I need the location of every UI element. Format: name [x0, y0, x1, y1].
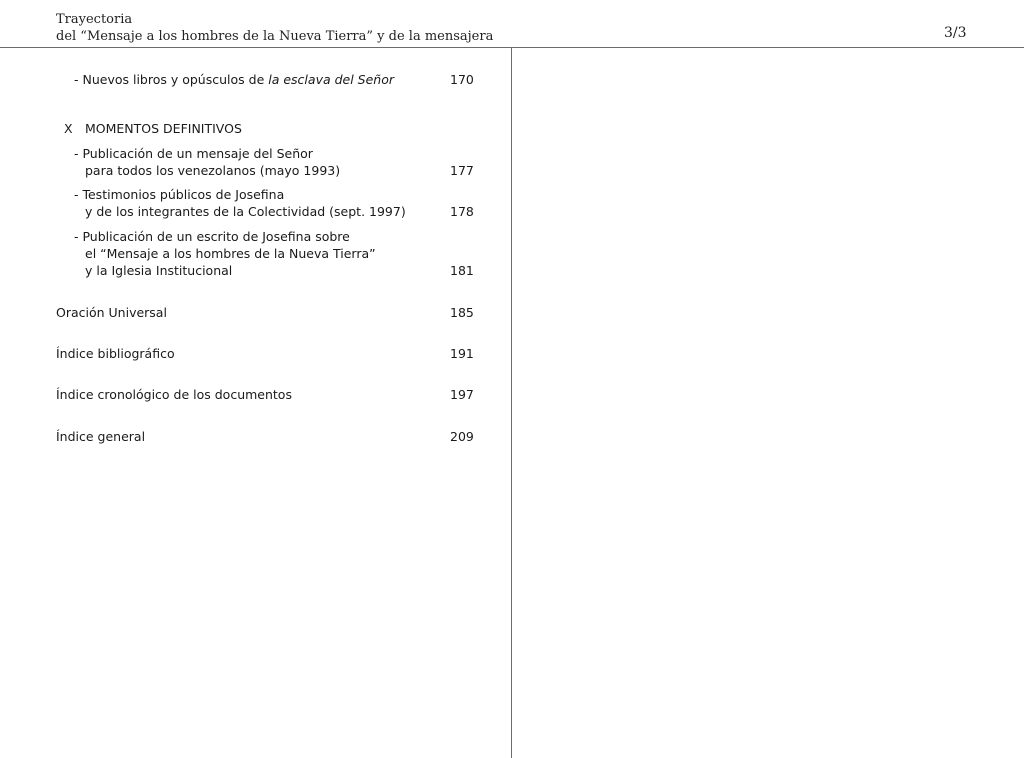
toc-entry-label	[74, 228, 376, 279]
toc-entry-label-italic: la esclava del Señor	[268, 72, 395, 87]
toc-entry-page: 191	[450, 346, 474, 361]
toc-entry-line3: y la Iglesia Institucional	[85, 263, 233, 278]
toc-entry-label-prefix: - Nuevos libros y opúsculos de	[74, 72, 269, 87]
column-divider	[511, 48, 512, 758]
toc-entry-line1: - Testimonios públicos de Josefina	[74, 187, 285, 202]
toc-entry-label	[74, 71, 394, 88]
toc-entry-label	[74, 186, 406, 220]
document-title-line1: Trayectoria	[56, 12, 133, 27]
toc-entry-page: 197	[450, 387, 474, 402]
toc-entry-label: Índice cronológico de los documentos	[56, 387, 292, 402]
toc-entry-page: 177	[450, 163, 474, 178]
toc-entry-label: Índice general	[56, 429, 146, 444]
table-of-contents	[0, 0, 511, 758]
toc-entry-line2: para todos los venezolanos (mayo 1993)	[85, 163, 341, 178]
toc-entry-line2: el “Mensaje a los hombres de la Nueva Tierra”	[85, 246, 376, 261]
toc-entry-page: 185	[450, 305, 474, 320]
toc-entry-page: 170	[450, 72, 474, 87]
toc-entry-line1: - Publicación de un mensaje del Señor	[74, 146, 313, 161]
section-title: MOMENTOS DEFINITIVOS	[85, 121, 242, 136]
page-indicator: 3/3	[944, 25, 967, 41]
toc-entry-label	[74, 145, 340, 179]
toc-entry-page: 181	[450, 263, 474, 278]
document-title-line2: del “Mensaje a los hombres de la Nueva Tierra” y de la mensajera	[56, 29, 494, 44]
toc-entry-label: Oración Universal	[56, 305, 167, 320]
section-number: X	[64, 121, 73, 136]
toc-entry-page: 178	[450, 204, 474, 219]
toc-entry-line1: - Publicación de un escrito de Josefina sobre	[74, 229, 350, 244]
toc-entry-page: 209	[450, 429, 474, 444]
toc-entry-label: Índice bibliográfico	[56, 346, 175, 361]
toc-entry-line2: y de los integrantes de la Colectividad (sept. 1997)	[85, 204, 406, 219]
